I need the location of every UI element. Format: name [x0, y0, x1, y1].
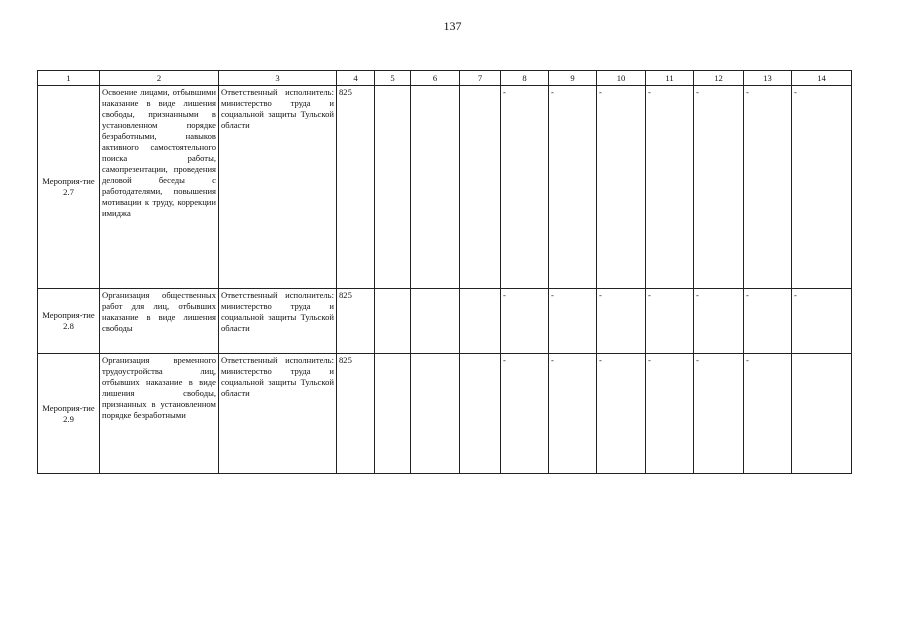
- responsible-executor: Ответственный исполнитель: министерство труда и социальной защиты Тульской области: [219, 354, 337, 474]
- value-cell: [375, 354, 411, 474]
- value-cell: -: [646, 354, 694, 474]
- column-header: 2: [100, 71, 219, 86]
- value-cell: -: [646, 289, 694, 354]
- column-header: 6: [411, 71, 460, 86]
- column-header: 3: [219, 71, 337, 86]
- value-cell: [411, 289, 460, 354]
- value-cell: -: [694, 289, 744, 354]
- budget-code: 825: [337, 354, 375, 474]
- column-header: 11: [646, 71, 694, 86]
- value-cell: -: [744, 289, 792, 354]
- column-header: 9: [549, 71, 597, 86]
- measure-description: Организация временного трудоустройства лиц, отбывших наказание в виде лишения свободы, признанных в установленном порядке безработными: [100, 354, 219, 474]
- responsible-executor: Ответственный исполнитель: министерство труда и социальной защиты Тульской области: [219, 86, 337, 289]
- value-cell: -: [501, 354, 549, 474]
- value-cell: [460, 354, 501, 474]
- column-header: 5: [375, 71, 411, 86]
- table-row: [38, 289, 852, 354]
- column-header: 7: [460, 71, 501, 86]
- value-cell: -: [597, 354, 646, 474]
- value-cell: -: [597, 289, 646, 354]
- column-header: 14: [792, 71, 852, 86]
- table-row: [38, 86, 852, 289]
- column-header: 1: [38, 71, 100, 86]
- value-cell: -: [744, 354, 792, 474]
- column-header: 13: [744, 71, 792, 86]
- value-cell: [411, 354, 460, 474]
- value-cell: [792, 354, 852, 474]
- value-cell: [375, 86, 411, 289]
- value-cell: [375, 289, 411, 354]
- measure-label: Мероприя-тие 2.8: [38, 289, 100, 354]
- value-cell: -: [792, 289, 852, 354]
- value-cell: -: [501, 289, 549, 354]
- value-cell: -: [694, 354, 744, 474]
- value-cell: -: [792, 86, 852, 289]
- budget-code: 825: [337, 86, 375, 289]
- column-header: 4: [337, 71, 375, 86]
- value-cell: -: [694, 86, 744, 289]
- value-cell: -: [549, 86, 597, 289]
- header-row: [38, 71, 852, 86]
- measure-label: Мероприя-тие 2.7: [38, 86, 100, 289]
- page-number: 137: [443, 19, 462, 33]
- value-cell: -: [646, 86, 694, 289]
- responsible-executor: Ответственный исполнитель: министерство труда и социальной защиты Тульской области: [219, 289, 337, 354]
- column-header: 10: [597, 71, 646, 86]
- budget-code: 825: [337, 289, 375, 354]
- program-table: [37, 70, 852, 474]
- value-cell: [411, 86, 460, 289]
- measure-description: Освоение лицами, отбывшими наказание в виде лишения свободы, признанными в установленном порядке безработными, навыков активного самостоятельного поиска работы, самопрезентации, проведения деловой беседы с работодателями, повышения мотивации к труду, коррекции имиджа: [100, 86, 219, 289]
- value-cell: [460, 289, 501, 354]
- column-header: 12: [694, 71, 744, 86]
- value-cell: [460, 86, 501, 289]
- measure-description: Организация общественных работ для лиц, отбывших наказание в виде лишения свободы: [100, 289, 219, 354]
- value-cell: -: [597, 86, 646, 289]
- measure-label: Мероприя-тие 2.9: [38, 354, 100, 474]
- value-cell: -: [501, 86, 549, 289]
- value-cell: -: [549, 289, 597, 354]
- table-row: [38, 354, 852, 474]
- value-cell: -: [744, 86, 792, 289]
- value-cell: -: [549, 354, 597, 474]
- column-header: 8: [501, 71, 549, 86]
